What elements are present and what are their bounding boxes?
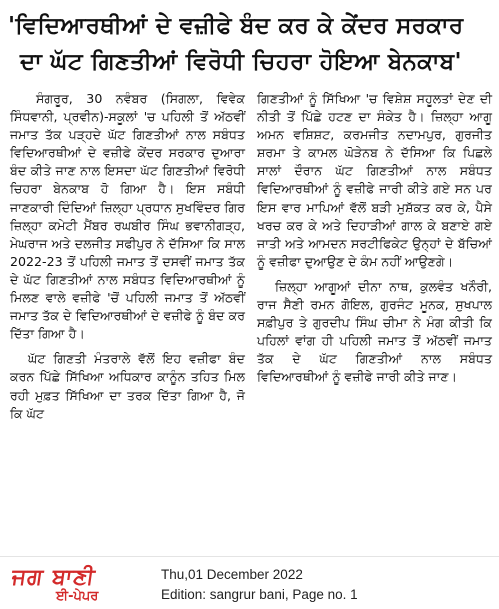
right-paragraph-2: ਜ਼ਿਲ੍ਹਾ ਆਗੂਆਂ ਦੀਨਾ ਨਾਥ, ਕੁਲਵੰਤ ਖਨੌਰੀ, ਰਾਜ ਸੈਣੀ ਰਮਨ ਗੋਇਲ, ਗੁਰਜੰਟ ਮੂਨਕ, ਸੁਖਪਾਲ ਸਫ਼ੀਪੁਰ ਤੇ ਗੁਰਦੀਪ ਸਿੰਘ ਚੀਮਾ ਨੇ ਮੰਗ ਕੀਤੀ ਕਿ ਪਹਿਲਾਂ ਵਾਂਗ ਹੀ ਪਹਿਲੀ ਜਮਾਤ ਤੋਂ ਅੱਠਵੀਂ ਜਮਾਤ ਤੱਕ ਦੇ ਘੱਟ ਗਿਣਤੀਆਂ ਨਾਲ ਸਬੰਧਤ ਵਿਦਿਆਰਥੀਆਂ ਨੂੰ ਵਜ਼ੀਫੇ ਜਾਰੀ ਕੀਤੇ ਜਾਣ।: [257, 278, 492, 385]
headline-line-1: 'ਵਿਦਿਆਰਥੀਆਂ ਦੇ ਵਜ਼ੀਫੇ ਬੰਦ ਕਰ ਕੇ ਕੇਂਦਰ ਸਰਕਾਰ: [8, 13, 464, 39]
right-paragraph-1: ਗਿਣਤੀਆਂ ਨੂੰ ਸਿੱਖਿਆ 'ਚ ਵਿਸ਼ੇਸ਼ ਸਹੂਲਤਾਂ ਦੇਣ ਦੀ ਨੀਤੀ ਤੋਂ ਪਿੱਛੇ ਹਟਣ ਦਾ ਸੰਕੇਤ ਹੈ। ਜ਼ਿਲ੍ਹਾ ਆਗੂ ਅਮਨ ਵਸ਼ਿਸ਼ਟ, ਕਰਮਜੀਤ ਨਦਾਮਪੁਰ, ਗੁਰਜੀਤ ਸ਼ਰਮਾ ਤੇ ਕਾਮਲ ਘੋੜੇਨਬ ਨੇ ਦੱਸਿਆ ਕਿ ਪਿਛਲੇ ਸਾਲਾਂ ਦੌਰਾਨ ਘੱਟ ਗਿਣਤੀਆਂ ਨਾਲ ਸਬੰਧਤ ਵਿਦਿਆਰਥੀਆਂ ਨੂੰ ਵਜ਼ੀਫੇ ਜਾਰੀ ਕੀਤੇ ਗਏ ਸਨ ਪਰ ਇਸ ਵਾਰ ਮਾਪਿਆਂ ਵੱਲੋਂ ਬੜੀ ਮੁਸ਼ੱਕਤ ਕਰ ਕੇ, ਪੈਸੇ ਖਰਚ ਕਰ ਕੇ ਅਤੇ ਦਿਹਾੜੀਆਂ ਗਾਲ ਕੇ ਬਣਾਏ ਗਏ ਜਾਤੀ ਅਤੇ ਆਮਦਨ ਸਰਟੀਫਿਕੇਟ ਉਨ੍ਹਾਂ ਦੇ ਬੱਚਿਆਂ ਨੂੰ ਵਜ਼ੀਫਾ ਦੁਆਉਣ ਦੇ ਕੰਮ ਨਹੀਂ ਆਉਣਗੇ।: [257, 91, 492, 269]
article-body: [10, 90, 492, 430]
headline-line-2: ਦਾ ਘੱਟ ਗਿਣਤੀਆਂ ਵਿਰੋਧੀ ਚਿਹਰਾ ਹੋਇਆ ਬੇਨਕਾਬ': [20, 49, 462, 75]
headline: [8, 8, 493, 80]
left-paragraph-2: ਘੱਟ ਗਿਣਤੀ ਮੰਤਰਾਲੇ ਵੱਲੋਂ ਇਹ ਵਜ਼ੀਫਾ ਬੰਦ ਕਰਨ ਪਿੱਛੇ ਸਿੱਖਿਆ ਅਧਿਕਾਰ ਕਾਨੂੰਨ ਤਹਿਤ ਮਿਲ ਰਹੀ ਮੁਫ਼ਤ ਸਿੱਖਿਆ ਦਾ ਤਰਕ ਦਿੱਤਾ ਗਿਆ ਹੈ, ਜੋ ਕਿ ਘੱਟ: [10, 351, 245, 421]
publication-date: Thu,01 December 2022: [161, 567, 303, 582]
left-column: [10, 90, 245, 430]
right-column: [257, 90, 492, 430]
left-paragraph-1: ਸੰਗਰੂਰ, 30 ਨਵੰਬਰ (ਸਿਗਲਾ, ਵਿਵੇਕ ਸਿੰਧਵਾਨੀ, ਪ੍ਰਵੀਨ)-ਸਕੂਲਾਂ 'ਚ ਪਹਿਲੀ ਤੋਂ ਅੱਠਵੀਂ ਜਮਾਤ ਤੱਕ ਪੜ੍ਹਦੇ ਘੱਟ ਗਿਣਤੀਆਂ ਨਾਲ ਸਬੰਧਤ ਵਿਦਿਆਰਥੀਆਂ ਦੇ ਵਜ਼ੀਫੇ ਕੇਂਦਰ ਸਰਕਾਰ ਦੁਆਰਾ ਬੰਦ ਕੀਤੇ ਜਾਣ ਨਾਲ ਇਸਦਾ ਘੱਟ ਗਿਣਤੀਆਂ ਵਿਰੋਧੀ ਚਿਹਰਾ ਬੇਨਕਾਬ ਹੋ ਗਿਆ ਹੈ। ਇਸ ਸਬੰਧੀ ਜਾਣਕਾਰੀ ਦਿੰਦਿਆਂ ਜ਼ਿਲ੍ਹਾ ਪ੍ਰਧਾਨ ਸੁਖਵਿੰਦਰ ਗਿਰ ਜ਼ਿਲ੍ਹਾ ਕਮੇਟੀ ਮੈਂਬਰ ਰਘਬੀਰ ਸਿੰਘ ਭਵਾਨੀਗੜ੍ਹ, ਮੇਘਰਾਜ ਅਤੇ ਦਲਜੀਤ ਸਫੀਪੁਰ ਨੇ ਦੱਸਿਆ ਕਿ ਸਾਲ 2022-23 ਤੋਂ ਪਹਿਲੀ ਜਮਾਤ ਤੋਂ ਦਸਵੀਂ ਜਮਾਤ ਤੱਕ ਦੇ ਘੱਟ ਗਿਣਤੀਆਂ ਨਾਲ ਸਬੰਧਤ ਵਿਦਿਆਰਥੀਆਂ ਨੂੰ ਮਿਲਣ ਵਾਲੇ ਵਜ਼ੀਫੇ 'ਚੋਂ ਪਹਿਲੀ ਜਮਾਤ ਤੋਂ ਅੱਠਵੀਂ ਜਮਾਤ ਤੱਕ ਦੇ ਵਿਦਿਆਰਥੀਆਂ ਦੇ ਵਜ਼ੀਫੇ ਨੂੰ ਬੰਦ ਕਰ ਦਿੱਤਾ ਗਿਆ ਹੈ।: [10, 91, 245, 342]
logo-main-text: ਜਗ ਬਾਣੀ: [10, 564, 98, 590]
epaper-footer: [0, 556, 499, 609]
edition-info: Edition: sangrur bani, Page no. 1: [161, 587, 358, 602]
jagbani-logo[interactable]: [12, 565, 152, 607]
logo-sub-text: ਈ-ਪੇਪਰ: [56, 589, 99, 604]
